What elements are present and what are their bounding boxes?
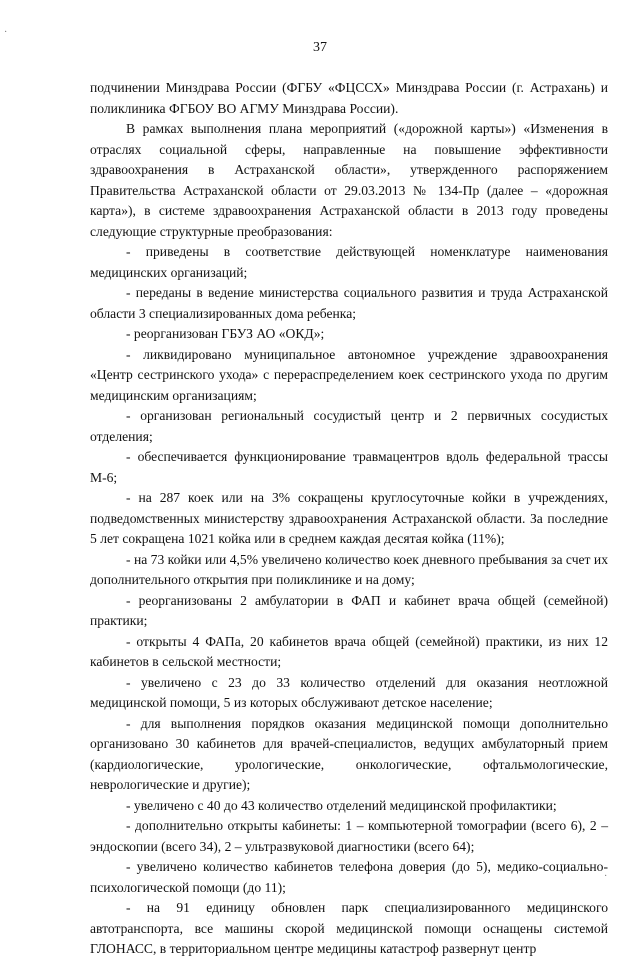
list-item: - увеличено с 40 до 43 количество отделений медицинской профилактики;: [126, 797, 557, 813]
document-body: [90, 78, 608, 960]
bottom-right-mark: ·: [604, 871, 608, 882]
list-item: - для выполнения порядков оказания медицинской помощи дополнительно организовано 30 кабинетов для врачей-специалистов, ведущих амбулаторный прием (кардиологические, урологические, онкологические, офтальмологические, неврологические и другие);: [90, 715, 608, 792]
page-number: 37: [313, 40, 327, 55]
list-item: - реорганизованы 2 амбулатории в ФАП и кабинет врача общей (семейной) практики;: [90, 592, 608, 628]
list-item: - переданы в ведение министерства социального развития и труда Астраханской области 3 специализированных дома ребенка;: [90, 285, 608, 321]
list-item: - увеличено количество кабинетов телефона доверия (до 5), медико-социально-психологической помощи (до 11);: [90, 859, 608, 895]
list-item: - открыты 4 ФАПа, 20 кабинетов врача общей (семейной) практики, из них 12 кабинетов в сельской местности;: [90, 633, 608, 669]
list-item: - на 287 коек или на 3% сокращены круглосуточные койки в учреждениях, подведомственных министерству здравоохранения Астраханской области. За последние 5 лет сокращена 1021 койка или в среднем каждая десятая койка (11%);: [90, 490, 608, 546]
list-item: - организован региональный сосудистый центр и 2 первичных сосудистых отделения;: [90, 408, 608, 444]
list-item: - на 91 единицу обновлен парк специализированного медицинского автотранспорта, все машины скорой медицинской помощи оснащены системой ГЛОНАСС, в территориальном центре медицины катастроф развернут центр: [90, 900, 608, 956]
list-item: - реорганизован ГБУЗ АО «ОКД»;: [126, 326, 325, 341]
list-item: - обеспечивается функционирование травмацентров вдоль федеральной трассы М-6;: [90, 449, 608, 485]
list-item: - увеличено с 23 до 33 количество отделений для оказания неотложной медицинской помощи, 5 из которых обслуживают детское население;: [90, 674, 608, 710]
list-item: - на 73 койки или 4,5% увеличено количество коек дневного пребывания за счет их дополнительного открытия при поликлинике и на дому;: [90, 551, 608, 587]
paragraph: подчинении Минздрава России (ФГБУ «ФЦССХ» Минздрава России (г. Астрахань) и поликлиника ФГБОУ ВО АГМУ Минздрава России).: [90, 80, 608, 116]
left-margin-mark: ·: [4, 27, 8, 38]
list-item: - дополнительно открыты кабинеты: 1 – компьютерной томографии (всего 6), 2 – эндоскопии (всего 34), 2 – ультразвуковой диагностики (всего 64);: [90, 818, 608, 854]
list-item: - ликвидировано муниципальное автономное учреждение здравоохранения «Центр сестринского ухода» с перераспределением коек сестринского ухода по другим медицинским организациям;: [90, 346, 608, 403]
list-item: - приведены в соответствие действующей номенклатуре наименования медицинских организаций;: [90, 244, 608, 280]
paragraph: В рамках выполнения плана мероприятий («дорожной карты») «Изменения в отраслях социальной сферы, направленные на повышение эффективности здравоохранения в Астраханской области», утвержденного распоряжением Правительства Астраханской области от 29.03.2013 № 134-Пр (далее – «дорожная карта»), в системе здравоохранения Астраханской области в 2013 году проведены следующие структурные преобразования:: [90, 121, 608, 239]
